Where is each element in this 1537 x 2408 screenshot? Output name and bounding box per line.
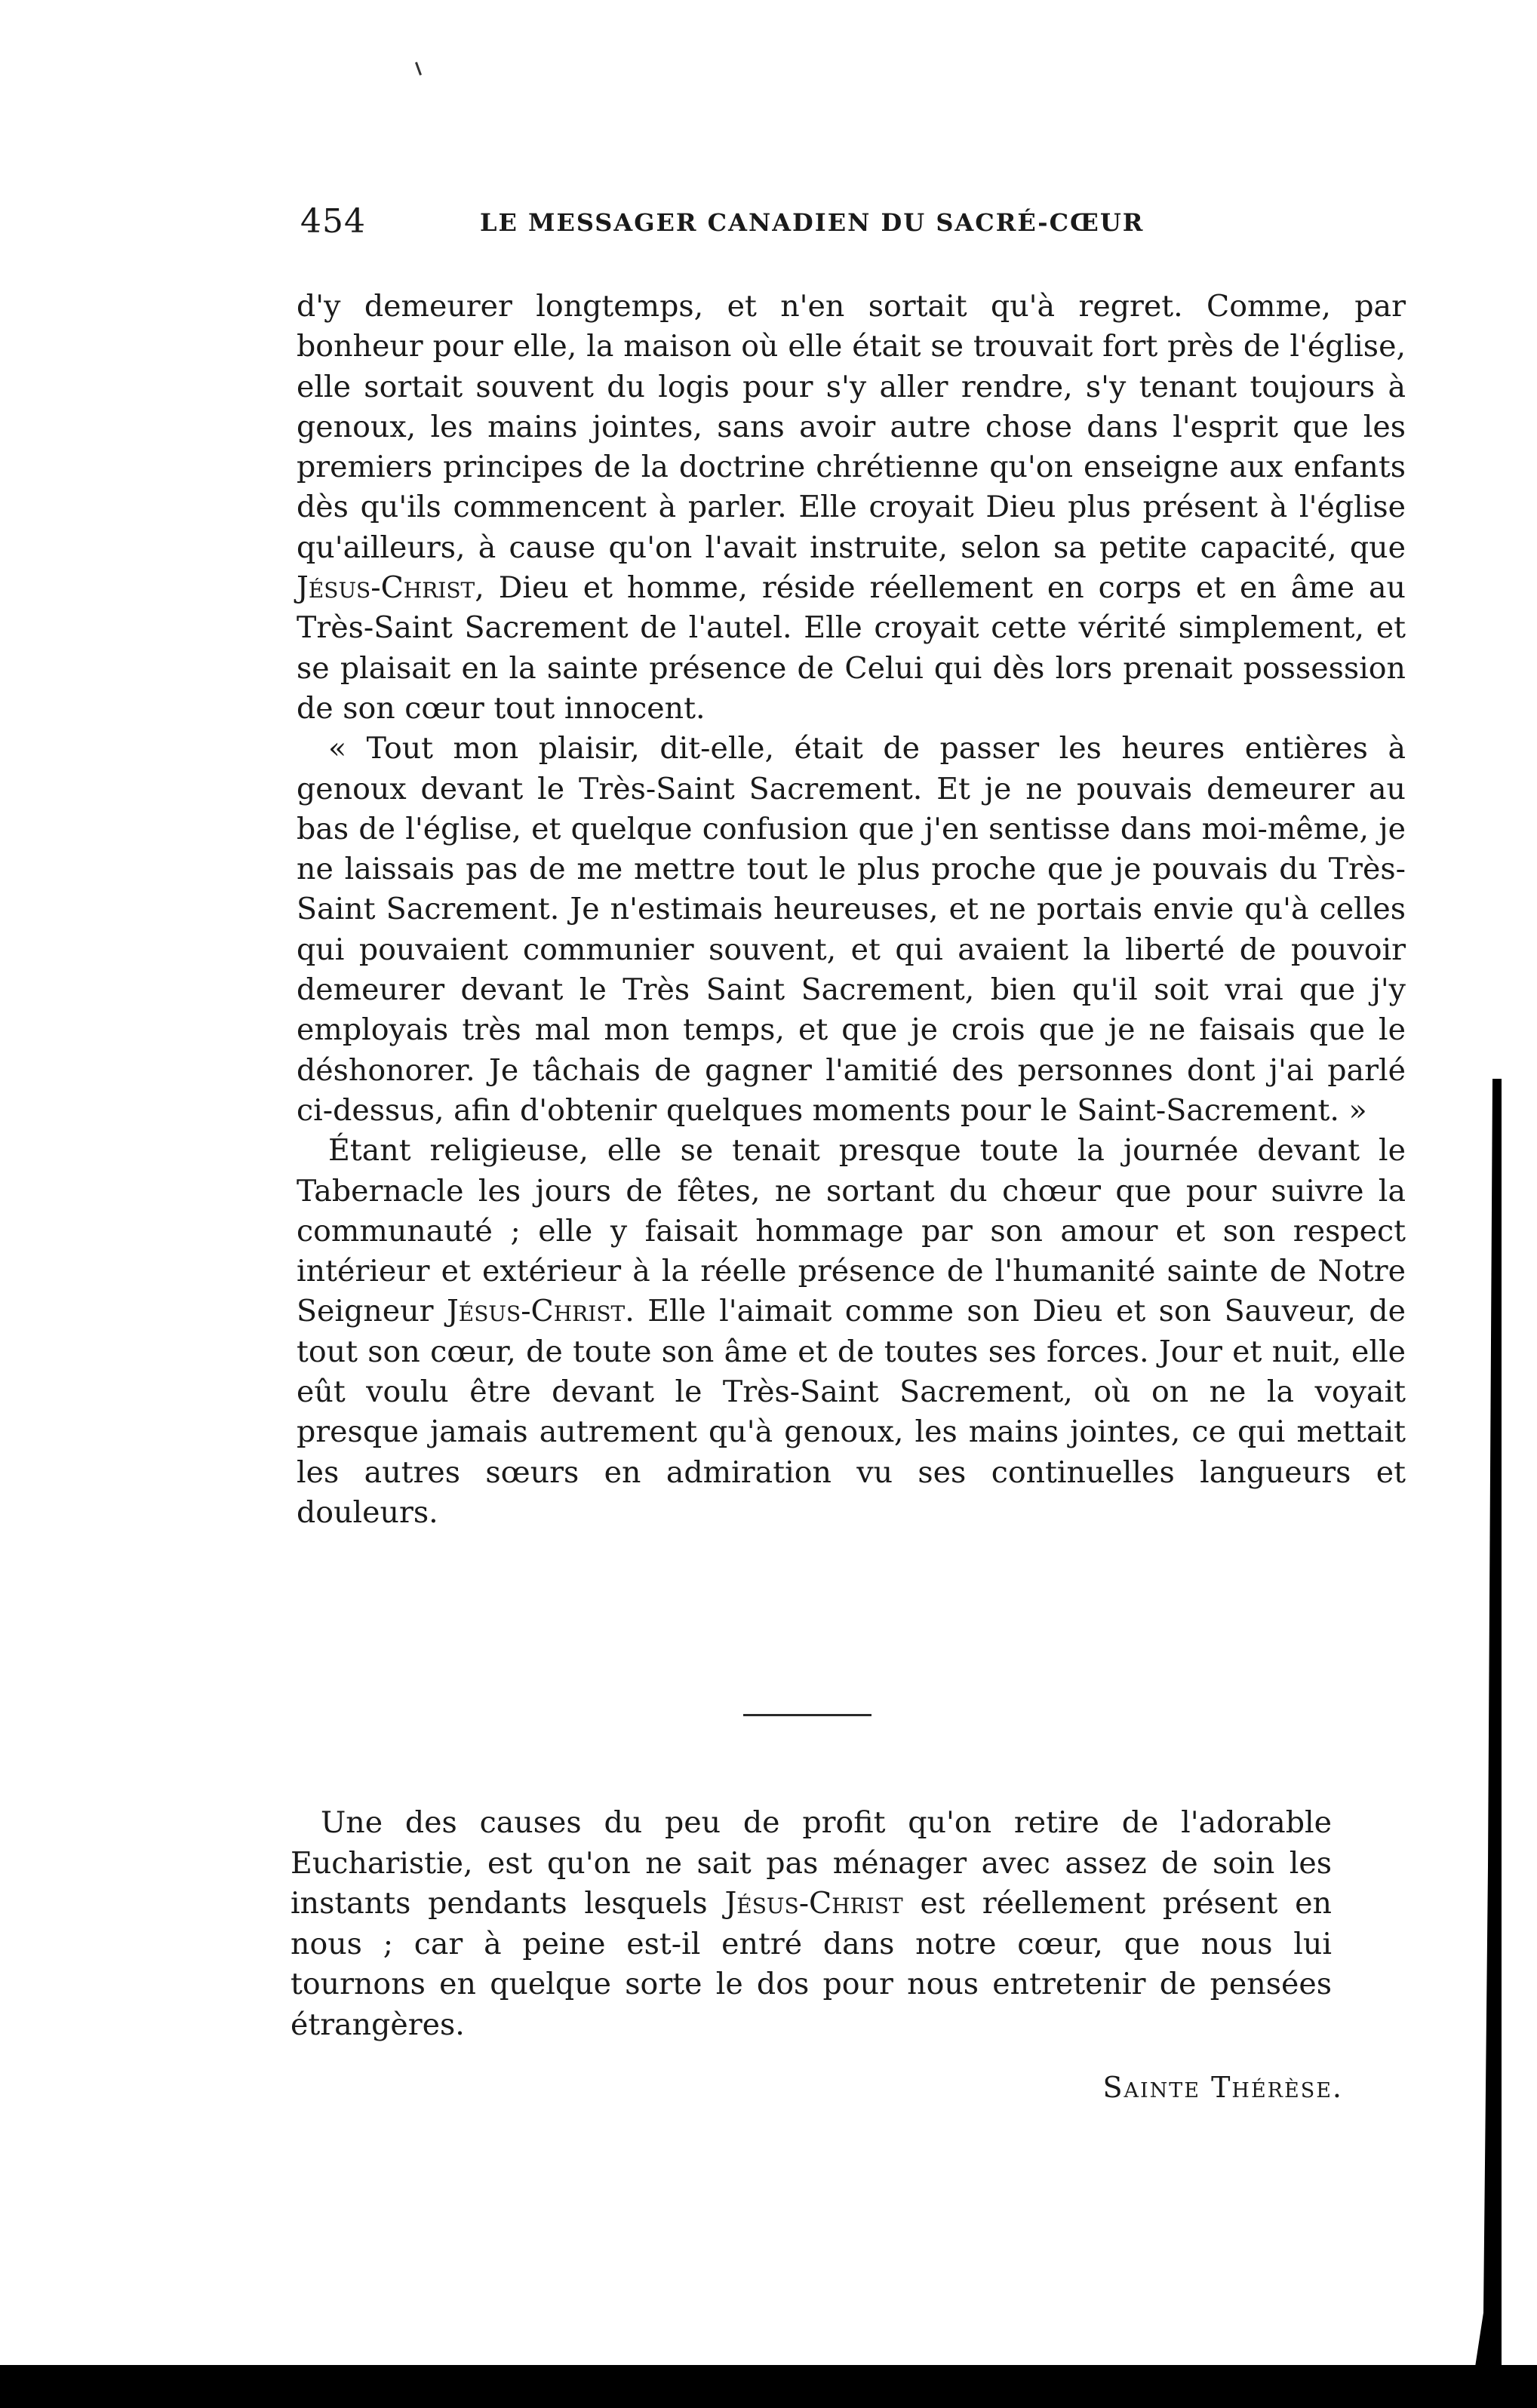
paragraph-1-text-b: , Dieu et homme, réside réellement en corps et en âme au Très-Saint Sacrement de l'autel. Elle croyait cette vérité simplement, et se plaisait en la sainte présence de Celui qui dès lors prenait possession de son cœur tout innocent. bbox=[297, 570, 1406, 726]
section-divider bbox=[743, 1714, 871, 1716]
quote-text-a: Une des causes du peu de profit qu'on retire de l'adorable Eucharistie, est qu'on ne sait pas ménager avec assez de soin les instants pendants lesquels bbox=[290, 1805, 1332, 1921]
paragraph-1 bbox=[297, 287, 1406, 729]
quote-attribution: Sainte Thérèse. bbox=[1102, 2071, 1343, 2104]
page-header bbox=[300, 202, 1236, 247]
paragraph-3 bbox=[297, 1131, 1406, 1533]
paragraph-3-name: Jésus-Christ bbox=[446, 1294, 626, 1329]
main-text bbox=[297, 287, 1406, 1533]
paragraph-3-text-a: Étant religieuse, elle se tenait presque toute la journée devant le Tabernacle les jours de fêtes, ne sortant du chœur que pour suivre la communauté ; elle y faisait hommage par son amour et son respect intérieur et extérieur à la réelle présence de l'humanité sainte de Notre Seigneur bbox=[297, 1133, 1406, 1329]
scan-border-right bbox=[1471, 1079, 1502, 2391]
quote-text-b: est réellement présent en nous ; car à peine est-il entré dans notre cœur, que nous lui tournons en quelque sorte le dos pour nous entretenir de pensées étrangères. bbox=[290, 1886, 1333, 2042]
page-number: 454 bbox=[300, 202, 366, 241]
paragraph-1-name: Jésus-Christ bbox=[297, 570, 475, 606]
paragraph-1-text-a: d'y demeurer longtemps, et n'en sortait qu'à regret. Comme, par bonheur pour elle, la maison où elle était se trouvait fort près de l'église, elle sortait souvent du logis pour s'y aller rendre, s'y tenant toujours à genoux, les mains jointes, sans avoir autre chose dans l'esprit que les premiers principes de la doctrine chrétienne qu'on enseigne aux enfants dès qu'ils commencent à parler. Elle croyait Dieu plus présent à l'église qu'ailleurs, à cause qu'on l'avait instruite, selon sa petite capacité, que bbox=[297, 289, 1406, 565]
running-title: LE MESSAGER CANADIEN DU SACRÉ-CŒUR bbox=[480, 208, 1145, 237]
quote-block bbox=[290, 1803, 1332, 2045]
quote-name: Jésus-Christ bbox=[724, 1886, 903, 1921]
scan-speck bbox=[415, 62, 422, 75]
paragraph-2: « Tout mon plaisir, dit-elle, était de passer les heures entières à genoux devant le Très-Saint Sacrement. Et je ne pouvais demeurer au bas de l'église, et quelque confusion que j'en sentisse dans moi-même, je ne laissais pas de me mettre tout le plus proche que je pouvais du Très-Saint Sacrement. Je n'estimais heureuses, et ne portais envie qu'à celles qui pouvaient communier souvent, et qui avaient la liberté de pouvoir demeurer devant le Très Saint Sacrement, bien qu'il soit vrai que j'y employais très mal mon temps, et que je crois que je ne faisais que le déshonorer. Je tâchais de gagner l'amitié des personnes dont j'ai parlé ci-dessus, afin d'obtenir quelques moments pour le Saint-Sacrement. » bbox=[297, 731, 1406, 1128]
quote-paragraph bbox=[290, 1803, 1332, 2045]
paragraph-3-text-b: . Elle l'aimait comme son Dieu et son Sauveur, de tout son cœur, de toute son âme et de toutes ses forces. Jour et nuit, elle eût voulu être devant le Très-Saint Sacrement, où on ne la voyait presque jamais autrement qu'à genoux, les mains jointes, ce qui mettait les autres sœurs en admiration vu ses continuelles langueurs et douleurs. bbox=[297, 1294, 1406, 1530]
scan-border-bottom bbox=[0, 2365, 1537, 2408]
